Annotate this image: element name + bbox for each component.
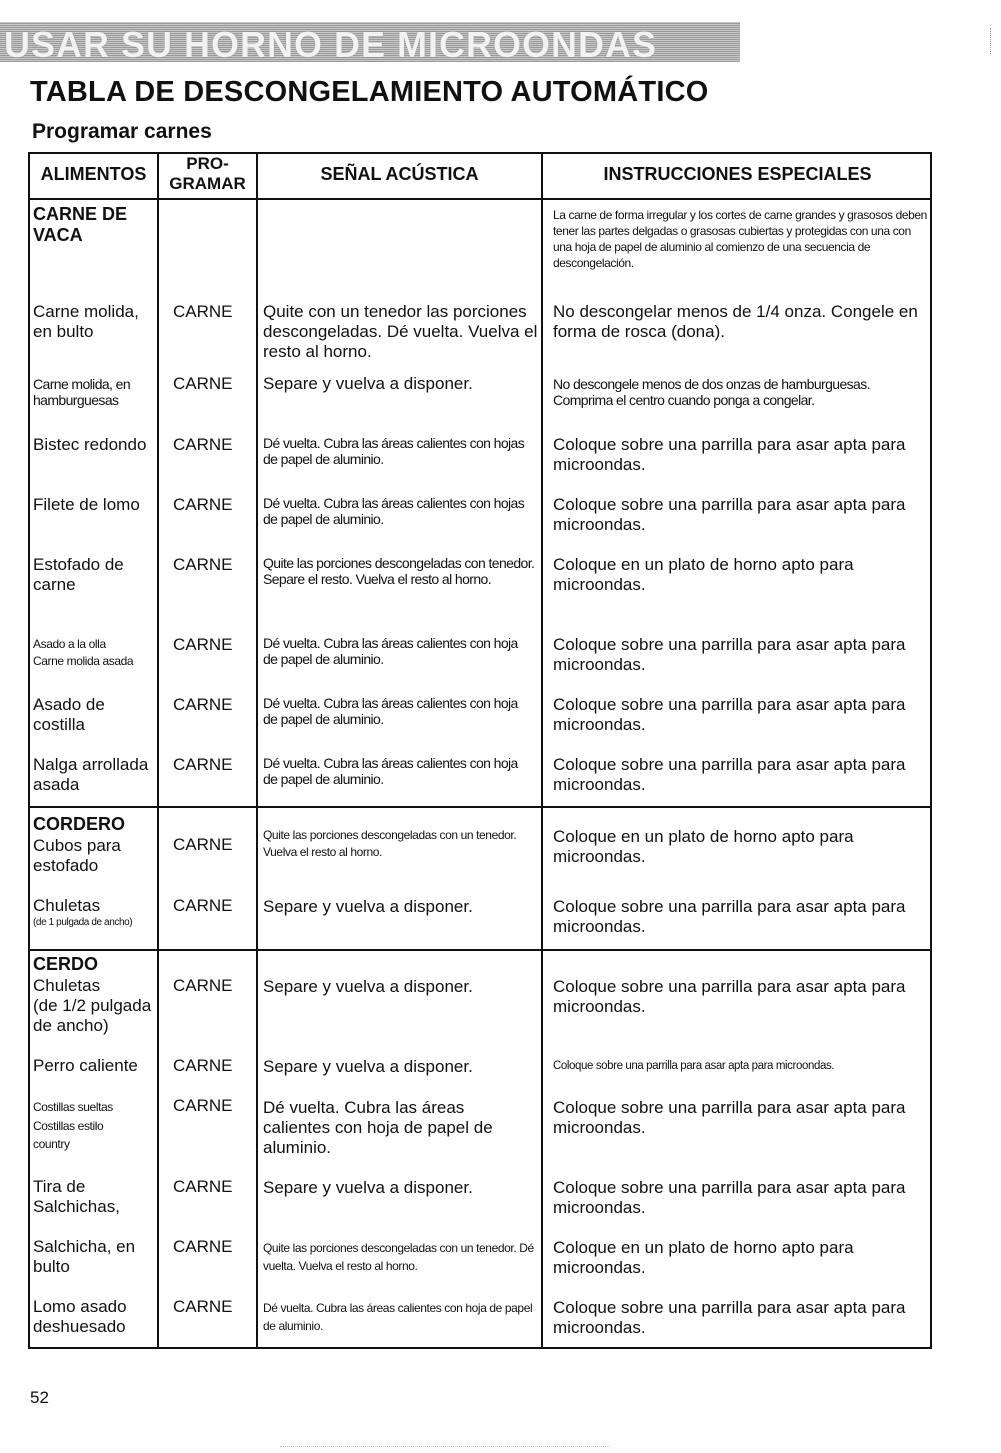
instructions-text: Coloque sobre una parrilla para asar apta para microondas.: [553, 1298, 906, 1337]
food-name: Chuletas (de 1/2 pulgada de ancho): [33, 976, 152, 1035]
instructions-text: Coloque sobre una parrilla para asar apta para microondas.: [553, 695, 906, 734]
signal-text: Separe y vuelva a disponer.: [263, 1178, 473, 1197]
food-name: Filete de lomo: [33, 495, 140, 514]
instructions-text: Coloque sobre una parrilla para asar apta para microondas.: [553, 435, 906, 474]
instructions-text: Coloque en un plato de horno apto para microondas.: [553, 1238, 854, 1277]
program-value: CARNE: [173, 302, 233, 321]
program-value: CARNE: [173, 1297, 233, 1316]
program-value: CARNE: [173, 374, 233, 393]
signal-text: Separe y vuelva a disponer.: [263, 1057, 473, 1076]
defrost-table: [28, 152, 932, 1349]
signal-text: Quite con un tenedor las porciones descongeladas. Dé vuelta. Vuelva el resto al horno.: [263, 302, 538, 361]
footer-line: [280, 1446, 610, 1447]
food-name: Tira de Salchichas,: [33, 1177, 120, 1216]
instructions-text: Coloque sobre una parrilla para asar apta para microondas.: [553, 1178, 906, 1217]
program-value: CARNE: [173, 896, 233, 915]
instructions-text: Coloque sobre una parrilla para asar apta para microondas.: [553, 1060, 835, 1072]
section-divider: [30, 949, 930, 951]
signal-text: Dé vuelta. Cubra las áreas calientes con hoja de papel de aluminio.: [263, 755, 518, 788]
food-name: Asado a la olla Carne molida asada: [33, 637, 134, 668]
header-food: ALIMENTOS: [40, 164, 147, 184]
program-value: CARNE: [173, 835, 233, 854]
program-value: CARNE: [173, 755, 233, 774]
instructions-text: Coloque en un plato de horno apto para microondas.: [553, 827, 854, 866]
food-name: Chuletas: [33, 896, 101, 915]
instructions-text: Coloque sobre una parrilla para asar apta para microondas.: [553, 495, 906, 534]
signal-text: Dé vuelta. Cubra las áreas calientes con hoja de papel de aluminio.: [263, 635, 518, 668]
program-value: CARNE: [173, 695, 233, 714]
signal-text: Dé vuelta. Cubra las áreas calientes con hoja de papel de aluminio.: [263, 695, 518, 728]
section-banner: [0, 22, 740, 65]
instructions-text: Coloque sobre una parrilla para asar apta para microondas.: [553, 897, 906, 936]
column-divider: [256, 154, 258, 1347]
food-name: Carne molida, en bulto: [33, 302, 139, 341]
instructions-text: Coloque sobre una parrilla para asar apta para microondas.: [553, 755, 906, 794]
food-name: Salchicha, en bulto: [33, 1237, 136, 1276]
instructions-text: No descongele menos de dos onzas de hamburguesas. Comprima el centro cuando ponga a congelar.: [553, 376, 870, 409]
header-signal: SEÑAL ACÚSTICA: [320, 164, 479, 184]
food-note: (de 1 pulgada de ancho): [33, 917, 133, 928]
section-beef: CARNE DE VACA: [33, 204, 128, 246]
signal-text: Separe y vuelva a disponer.: [263, 977, 473, 996]
signal-text: Quite las porciones descongeladas con tenedor. Separe el resto. Vuelva el resto al horno.: [263, 555, 535, 588]
program-value: CARNE: [173, 1056, 233, 1075]
food-name: Bistec redondo: [33, 435, 147, 454]
program-value: CARNE: [173, 1177, 233, 1196]
instructions-text: Coloque en un plato de horno apto para microondas.: [553, 555, 854, 594]
food-name: Nalga arrollada asada: [33, 755, 149, 794]
section-divider: [30, 806, 930, 808]
instructions-text: Coloque sobre una parrilla para asar apta para microondas.: [553, 1098, 906, 1137]
column-divider: [541, 154, 543, 1347]
signal-text: Separe y vuelva a disponer.: [263, 374, 473, 393]
instructions-text: No descongelar menos de 1/4 onza. Congele en forma de rosca (dona).: [553, 302, 918, 341]
signal-text: Dé vuelta. Cubra las áreas calientes con hojas de papel de aluminio.: [263, 435, 525, 468]
page-title: TABLA DE DESCONGELAMIENTO AUTOMÁTICO: [30, 76, 709, 108]
food-name: Asado de costilla: [33, 695, 105, 734]
section-lamb: CORDERO: [33, 814, 126, 834]
page-number: 52: [30, 1388, 49, 1407]
banner-text: USAR SU HORNO DE MICROONDAS: [4, 24, 658, 65]
header-divider: [30, 198, 930, 200]
program-value: CARNE: [173, 435, 233, 454]
header-program: PRO- GRAMAR: [169, 154, 246, 193]
beef-note: La carne de forma irregular y los cortes de carne grandes y grasosos deben tener las partes delgadas o grasosas cubiertas y protegidas con una con una hoja de papel de aluminio al comienzo de una secuencia de descongelación.: [553, 208, 927, 270]
program-value: CARNE: [173, 1237, 233, 1256]
food-name: Estofado de carne: [33, 555, 124, 594]
food-name: Perro caliente: [33, 1056, 138, 1075]
signal-text: Dé vuelta. Cubra las áreas calientes con hoja de papel de aluminio.: [263, 1098, 493, 1157]
header-instructions: INSTRUCCIONES ESPECIALES: [603, 164, 872, 184]
food-name: Cubos para estofado: [33, 836, 121, 875]
instructions-text: Coloque sobre una parrilla para asar apta para microondas.: [553, 635, 906, 674]
signal-text: Dé vuelta. Cubra las áreas calientes con hojas de papel de aluminio.: [263, 495, 525, 528]
instructions-text: Coloque sobre una parrilla para asar apta para microondas.: [553, 977, 906, 1016]
food-name: Costillas sueltas Costillas estilo country: [33, 1100, 113, 1152]
signal-text: Separe y vuelva a disponer.: [263, 897, 473, 916]
program-value: CARNE: [173, 555, 233, 574]
edge-mark: [990, 28, 995, 54]
signal-text: Quite las porciones descongeladas con un tenedor. Dé vuelta. Vuelva el resto al horno.: [263, 1241, 534, 1273]
food-name: Carne molida, en hamburguesas: [33, 376, 131, 409]
program-value: CARNE: [173, 495, 233, 514]
signal-text: Quite las porciones descongeladas con un tenedor. Vuelva el resto al horno.: [263, 828, 517, 860]
page-subtitle: Programar carnes: [32, 120, 212, 143]
signal-text: Dé vuelta. Cubra las áreas calientes con hoja de papel de aluminio.: [263, 1301, 533, 1333]
section-pork: CERDO: [33, 954, 99, 974]
program-value: CARNE: [173, 976, 233, 995]
food-name: Lomo asado deshuesado: [33, 1297, 127, 1336]
program-value: CARNE: [173, 1096, 233, 1115]
program-value: CARNE: [173, 635, 233, 654]
column-divider: [157, 154, 159, 1347]
